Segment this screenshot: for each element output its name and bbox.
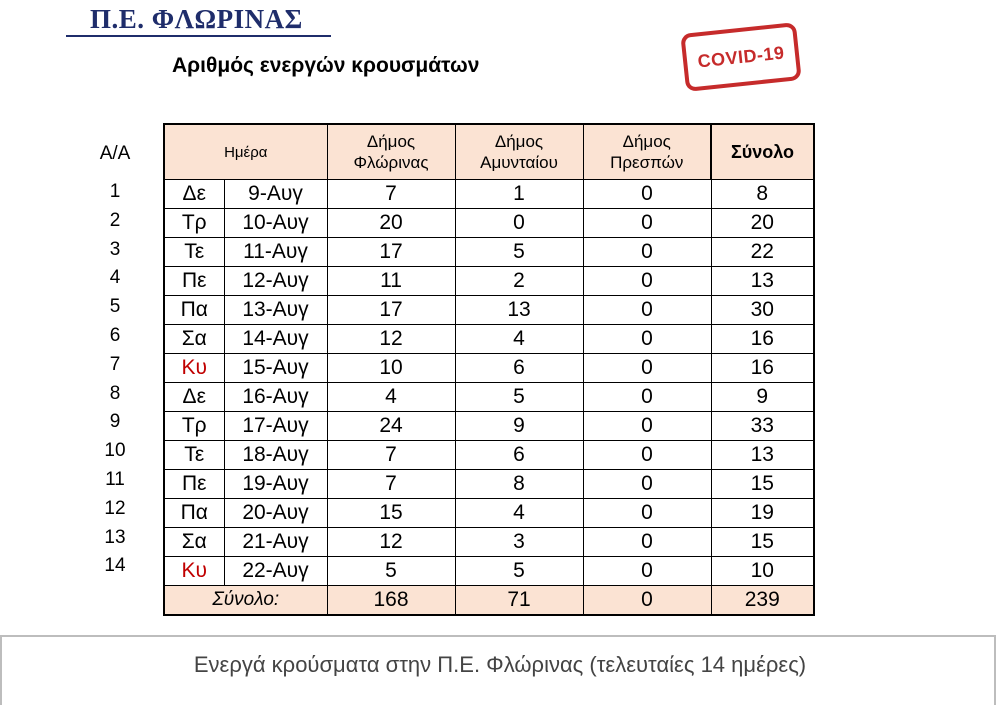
total-cell: 15 — [711, 528, 814, 557]
amyntaio-column-header — [455, 124, 583, 180]
prespes-cell: 0 — [583, 267, 711, 296]
aa-number: 12 — [104, 497, 126, 519]
day-abbr-cell: Σα — [164, 325, 224, 354]
amyntaio-cell: 4 — [455, 499, 583, 528]
table-row — [164, 180, 814, 209]
aa-number: 8 — [109, 382, 121, 404]
table-row — [164, 354, 814, 383]
cases-table — [163, 123, 815, 616]
amyntaio-cell: 5 — [455, 238, 583, 267]
total-cell: 19 — [711, 499, 814, 528]
date-cell: 9-Αυγ — [224, 180, 327, 209]
aa-number: 11 — [105, 469, 125, 490]
total-cell: 13 — [711, 441, 814, 470]
table-row — [164, 557, 814, 586]
prespes-cell: 0 — [583, 325, 711, 354]
total-cell: 13 — [711, 267, 814, 296]
table-row — [164, 441, 814, 470]
amyntaio-cell: 2 — [455, 267, 583, 296]
amyntaio-header-line1: Δήμος — [494, 132, 544, 151]
aa-number: 10 — [104, 440, 126, 462]
table-row — [164, 238, 814, 267]
sum-row — [164, 586, 814, 616]
aa-number: 3 — [109, 238, 121, 260]
date-cell: 12-Αυγ — [224, 267, 327, 296]
covid-stamp-text: COVID-19 — [696, 42, 786, 71]
date-cell: 13-Αυγ — [224, 296, 327, 325]
florina-cell: 4 — [327, 383, 455, 412]
table-row — [164, 267, 814, 296]
prespes-header-line2: Πρεσπών — [610, 153, 684, 172]
aa-number: 4 — [109, 267, 121, 289]
florina-cell: 11 — [327, 267, 455, 296]
prespes-cell: 0 — [583, 383, 711, 412]
prespes-cell: 0 — [583, 441, 711, 470]
florina-cell: 12 — [327, 528, 455, 557]
prespes-cell: 0 — [583, 412, 711, 441]
prespes-column-header — [583, 124, 711, 180]
prespes-cell: 0 — [583, 470, 711, 499]
prespes-cell: 0 — [583, 499, 711, 528]
total-cell: 10 — [711, 557, 814, 586]
florina-cell: 7 — [327, 180, 455, 209]
prespes-cell: 0 — [583, 528, 711, 557]
florina-cell: 20 — [327, 209, 455, 238]
sum-label: Σύνολο: — [164, 586, 327, 616]
prespes-cell: 0 — [583, 238, 711, 267]
day-abbr-cell: Κυ — [164, 354, 224, 383]
amyntaio-cell: 8 — [455, 470, 583, 499]
table-header-row — [164, 124, 814, 180]
total-cell: 15 — [711, 470, 814, 499]
aa-number: 1 — [109, 181, 121, 202]
table-row — [164, 209, 814, 238]
day-abbr-cell: Κυ — [164, 557, 224, 586]
total-column-header: Σύνολο — [711, 124, 814, 180]
aa-number: 9 — [109, 411, 121, 433]
region-title-underline — [66, 35, 331, 37]
florina-cell: 17 — [327, 296, 455, 325]
date-cell: 11-Αυγ — [224, 238, 327, 267]
day-abbr-cell: Τε — [164, 238, 224, 267]
florina-cell: 10 — [327, 354, 455, 383]
table-row — [164, 470, 814, 499]
amyntaio-cell: 3 — [455, 528, 583, 557]
aa-number: 2 — [109, 209, 121, 231]
total-cell: 33 — [711, 412, 814, 441]
florina-header-line2: Φλώρινας — [353, 153, 429, 172]
day-abbr-cell: Τρ — [164, 412, 224, 441]
florina-cell: 17 — [327, 238, 455, 267]
region-title: Π.Ε. ΦΛΩΡΙΝΑΣ — [90, 4, 303, 34]
day-abbr-cell: Πα — [164, 296, 224, 325]
amyntaio-cell: 4 — [455, 325, 583, 354]
amyntaio-cell: 9 — [455, 412, 583, 441]
caption: Ενεργά κρούσματα στην Π.Ε. Φλώρινας (τελευταίες 14 ημέρες) — [193, 652, 807, 677]
florina-cell: 24 — [327, 412, 455, 441]
aa-number: 5 — [109, 296, 121, 318]
florina-cell: 15 — [327, 499, 455, 528]
covid-stamp — [680, 22, 801, 92]
day-abbr-cell: Δε — [164, 180, 224, 209]
table-row — [164, 528, 814, 557]
amyntaio-cell: 5 — [455, 557, 583, 586]
sum-florina: 168 — [327, 586, 455, 616]
aa-number: 7 — [109, 353, 121, 375]
amyntaio-cell: 6 — [455, 354, 583, 383]
florina-cell: 5 — [327, 557, 455, 586]
prespes-header-line1: Δήμος — [622, 132, 671, 151]
amyntaio-cell: 13 — [455, 296, 583, 325]
date-cell: 20-Αυγ — [224, 499, 327, 528]
aa-header: Α/Α — [99, 143, 131, 164]
aa-number: 13 — [104, 526, 126, 548]
table-row — [164, 412, 814, 441]
table-row — [164, 383, 814, 412]
amyntaio-cell: 5 — [455, 383, 583, 412]
amyntaio-cell: 0 — [455, 209, 583, 238]
florina-cell: 7 — [327, 470, 455, 499]
aa-number: 6 — [109, 325, 121, 346]
total-cell: 16 — [711, 354, 814, 383]
table-row — [164, 325, 814, 354]
table-row — [164, 296, 814, 325]
total-cell: 8 — [711, 180, 814, 209]
prespes-cell: 0 — [583, 354, 711, 383]
date-cell: 21-Αυγ — [224, 528, 327, 557]
prespes-cell: 0 — [583, 209, 711, 238]
date-cell: 19-Αυγ — [224, 470, 327, 499]
day-abbr-cell: Πα — [164, 499, 224, 528]
prespes-cell: 0 — [583, 180, 711, 209]
prespes-cell: 0 — [583, 557, 711, 586]
day-abbr-cell: Τρ — [164, 209, 224, 238]
total-cell: 16 — [711, 325, 814, 354]
sum-prespes: 0 — [583, 586, 711, 616]
date-cell: 16-Αυγ — [224, 383, 327, 412]
total-cell: 22 — [711, 238, 814, 267]
date-cell: 14-Αυγ — [224, 325, 327, 354]
table-row — [164, 499, 814, 528]
day-abbr-cell: Πε — [164, 267, 224, 296]
total-cell: 30 — [711, 296, 814, 325]
day-abbr-cell: Τε — [164, 441, 224, 470]
florina-header-line1: Δήμος — [366, 132, 416, 151]
date-cell: 18-Αυγ — [224, 441, 327, 470]
sum-total: 239 — [711, 586, 814, 616]
day-abbr-cell: Πε — [164, 470, 224, 499]
date-cell: 10-Αυγ — [224, 209, 327, 238]
page-subtitle: Αριθμός ενεργών κρουσμάτων — [172, 54, 480, 77]
total-cell: 9 — [711, 383, 814, 412]
amyntaio-header-line2: Αμυνταίου — [480, 153, 558, 172]
date-cell: 22-Αυγ — [224, 557, 327, 586]
florina-cell: 7 — [327, 441, 455, 470]
sum-amyntaio: 71 — [455, 586, 583, 616]
amyntaio-cell: 6 — [455, 441, 583, 470]
florina-column-header — [327, 124, 455, 180]
day-abbr-cell: Σα — [164, 528, 224, 557]
date-cell: 15-Αυγ — [224, 354, 327, 383]
date-cell: 17-Αυγ — [224, 412, 327, 441]
total-cell: 20 — [711, 209, 814, 238]
day-column-header: Ημέρα — [164, 124, 327, 180]
amyntaio-cell: 1 — [455, 180, 583, 209]
day-abbr-cell: Δε — [164, 383, 224, 412]
prespes-cell: 0 — [583, 296, 711, 325]
aa-number: 14 — [104, 555, 126, 577]
florina-cell: 12 — [327, 325, 455, 354]
